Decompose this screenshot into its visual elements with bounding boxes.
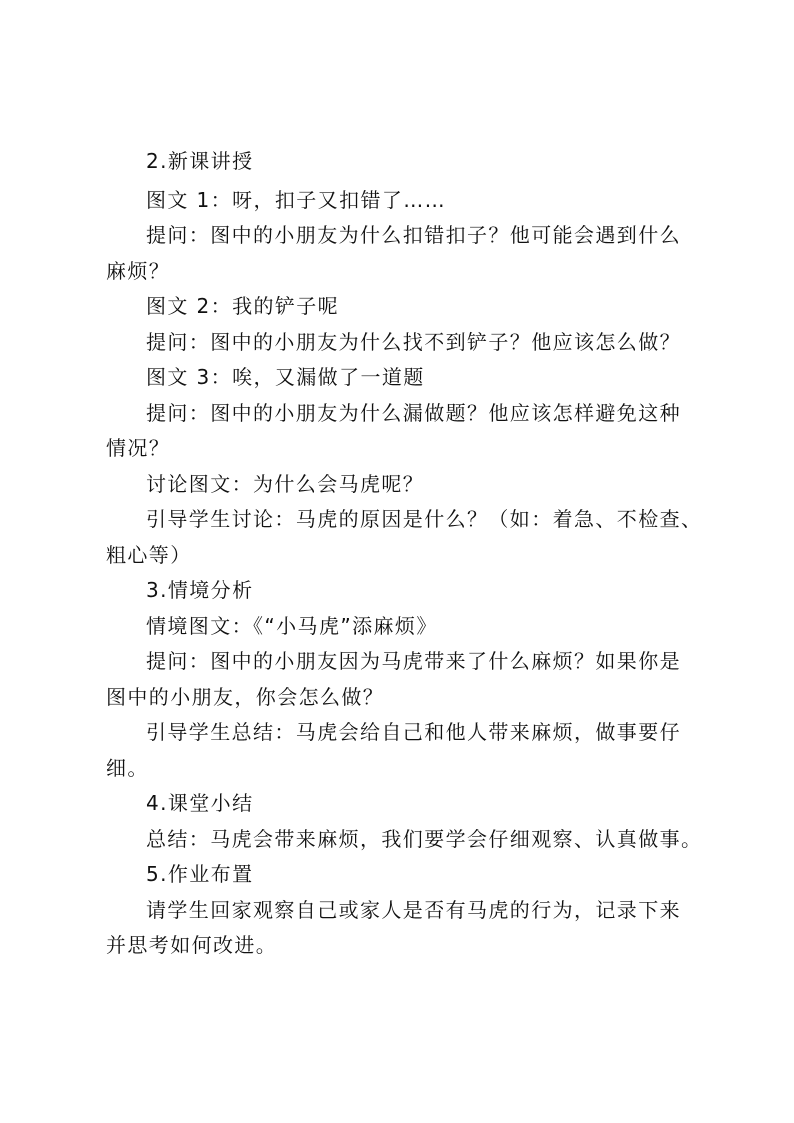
paragraph-line: 引导学生讨论：马虎的原因是什么？（如：着急、不检查、 [146, 507, 703, 531]
paragraph-line: 讨论图文：为什么会马虎呢？ [146, 472, 425, 496]
paragraph-line: 麻烦？ [106, 259, 171, 283]
paragraph-line: 请学生回家观察自己或家人是否有马虎的行为，记录下来 [146, 898, 681, 922]
section-heading-homework: 5.作业布置 [146, 862, 254, 886]
paragraph-line: 引导学生总结：马虎会给自己和他人带来麻烦，做事要仔 [146, 720, 681, 744]
paragraph-line: 图文 2：我的铲子呢 [146, 294, 340, 318]
paragraph-line: 情况？ [106, 436, 171, 460]
paragraph-line: 并思考如何改进。 [106, 933, 278, 957]
paragraph-line: 提问：图中的小朋友因为马虎带来了什么麻烦？如果你是 [146, 649, 681, 673]
section-heading-summary: 4.课堂小结 [146, 791, 254, 815]
paragraph-line: 提问：图中的小朋友为什么扣错扣子？他可能会遇到什么 [146, 223, 681, 247]
section-heading-new-lesson: 2.新课讲授 [146, 149, 254, 173]
paragraph-line: 提问：图中的小朋友为什么找不到铲子？他应该怎么做？ [146, 330, 681, 354]
paragraph-line: 图中的小朋友，你会怎么做？ [106, 685, 385, 709]
paragraph-line: 情境图文：《“小马虎”添麻烦》 [146, 614, 438, 638]
paragraph-line: 总结：马虎会带来麻烦，我们要学会仔细观察、认真做事。 [146, 827, 703, 851]
paragraph-line: 提问：图中的小朋友为什么漏做题？他应该怎样避免这种 [146, 401, 681, 425]
section-heading-scenario: 3.情境分析 [146, 578, 254, 602]
paragraph-line: 细。 [106, 756, 149, 780]
paragraph-line: 图文 3：唉，又漏做了一道题 [146, 365, 425, 389]
paragraph-line: 粗心等） [106, 543, 192, 567]
paragraph-line: 图文 1：呀，扣子又扣错了…… [146, 188, 447, 212]
